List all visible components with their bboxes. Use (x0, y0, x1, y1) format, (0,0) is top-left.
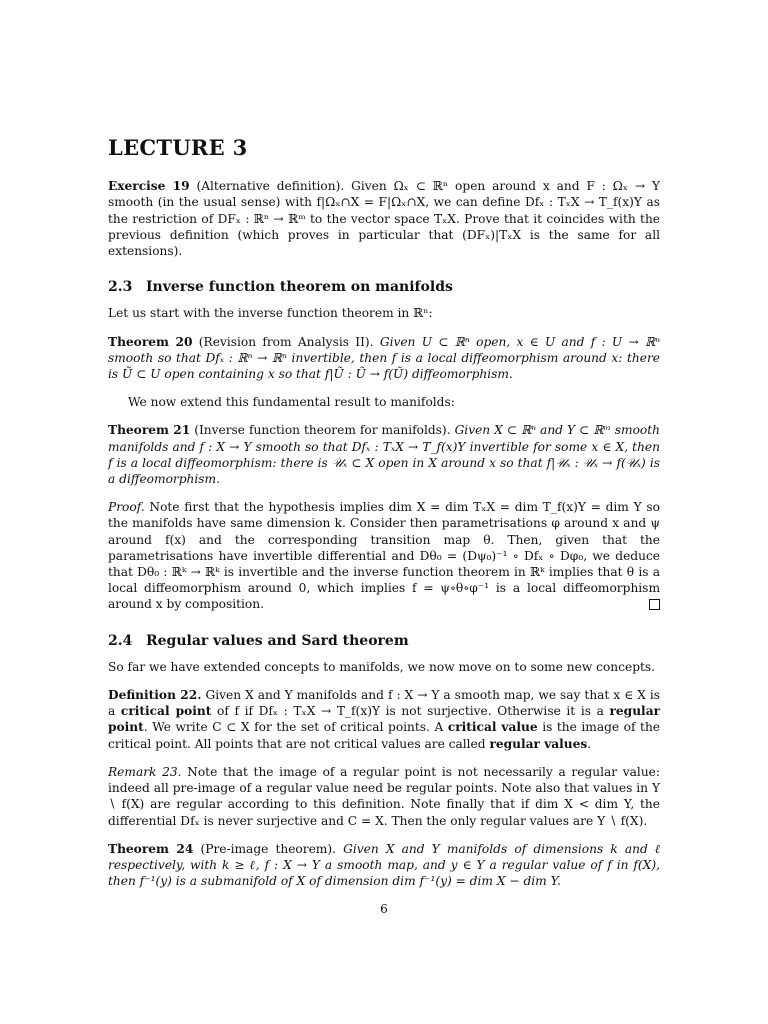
exercise-paren: (Alternative definition). (196, 179, 345, 194)
section-number: 2.4 (108, 632, 133, 649)
remark-body: Note that the image of a regular point is not necessarily a regular value: indeed all pre-image of a regular value need be regular points. Note also that values in Y ∖ f(X) are regular according to this definition. Note finally that if dim X < dim Y, the differential Dfₓ is never surjective and C = X. Then the only regular values are Y ∖ f(X). (108, 764, 660, 828)
term-critical-point: critical point (120, 704, 212, 719)
theorem-body: Given X ⊂ ℝⁿ and Y ⊂ ℝᵐ smooth manifolds and f : X → Y smooth so that Dfₓ : TₓX → T_f(x)Y invertible for some x ∈ X, then f is a local diffeomorphism: there is 𝒰ₓ ⊂ X open in X around x so that f|𝒰ₓ : 𝒰ₓ → f(𝒰ₓ) is a diffeomorphism. (108, 423, 661, 487)
exercise-19 (108, 178, 660, 259)
intro-2-3 (108, 305, 660, 321)
proof-label: Proof. (108, 500, 145, 515)
theorem-21 (108, 422, 660, 487)
section-title: Regular values and Sard theorem (146, 632, 409, 649)
theorem-body: Given U ⊂ ℝⁿ open, x ∈ U and f : U → ℝⁿ smooth so that Dfₓ : ℝⁿ → ℝⁿ invertible, then f is a local diffeomorphism around x: there is Ũ ⊂ U open containing x so that f|Ũ : Ũ → f(Ũ) diffeomorphism. (108, 334, 661, 382)
term-regular-values: regular values (489, 736, 588, 751)
page-content (108, 135, 661, 901)
transition-paragraph (108, 394, 660, 410)
exercise-label: Exercise 19 (108, 179, 190, 194)
definition-22 (108, 687, 660, 752)
transition-text: We now extend this fundamental result to manifolds: (128, 395, 455, 410)
page-number: 6 (380, 902, 388, 916)
definition-label: Definition 22. (108, 688, 202, 703)
lecture-title: LECTURE 3 (108, 135, 248, 160)
section-number: 2.3 (108, 279, 133, 296)
proof-body: Note first that the hypothesis implies dim X = dim TₓX = dim T_f(x)Y = dim Y so the manifolds have same dimension k. Consider then parametrisations φ around x and ψ around f(x) and the corresponding transition map θ. Then, given that the parametrisations have invertible differential and Dθ₀ = (Dψ₀)⁻¹ ∘ Dfₓ ∘ Dφ₀, we deduce that Dθ₀ : ℝᵏ → ℝᵏ is invertible and the inverse function theorem in ℝᵏ implies that θ is a local diffeomorphism around 0, which implies f = ψ∘θ∘φ⁻¹ is a local diffeomorphism around x by composition. (108, 500, 660, 612)
definition-part-4: is the image of the critical point. All points that are not critical values are called (108, 720, 661, 751)
remark-23 (108, 764, 660, 829)
intro-text: So far we have extended concepts to manifolds, we now move on to some new concepts. (108, 659, 656, 674)
section-heading-2-3 (108, 279, 660, 295)
proof (108, 499, 660, 612)
remark-label: Remark 23. (108, 764, 182, 779)
intro-2-4 (108, 659, 660, 675)
theorem-paren: (Inverse function theorem for manifolds). (194, 423, 451, 438)
definition-part-1: Given X and Y manifolds and f : X → Y a smooth map, we say that x ∈ X is a (108, 688, 661, 719)
theorem-label: Theorem 21 (108, 423, 191, 438)
theorem-20 (108, 334, 660, 383)
term-critical-value: critical value (447, 720, 538, 735)
theorem-label: Theorem 24 (108, 841, 194, 856)
theorem-paren: (Revision from Analysis II). (198, 334, 374, 349)
intro-text: Let us start with the inverse function theorem in ℝⁿ: (108, 306, 433, 321)
theorem-24 (108, 841, 660, 890)
exercise-body: Given Ωₓ ⊂ ℝⁿ open around x and F : Ωₓ → Y smooth (in the usual sense) with f|Ωₓ∩X = F|Ωₓ∩X, we can define Dfₓ : TₓX → T_f(x)Y as the restriction of DFₓ : ℝⁿ → ℝᵐ to the vector space TₓX. Prove that it coincides with the previous definition (which proves in particular that (DFₓ)|TₓX is the same for all extensions). (108, 179, 661, 259)
definition-part-2: of f if Dfₓ : TₓX → T_f(x)Y is not surjective. Otherwise it is a (216, 704, 604, 719)
theorem-body: Given X and Y manifolds of dimensions k and ℓ respectively, with k ≥ ℓ, f : X → Y a smooth map, and y ∈ Y a regular value of f in f(X), then f⁻¹(y) is a submanifold of X of dimension dim f⁻¹(y) = dim X − dim Y. (108, 841, 661, 889)
term-regular-point: regular point (108, 704, 661, 735)
theorem-label: Theorem 20 (108, 334, 193, 349)
definition-part-3: . We write C ⊂ X for the set of critical points. A (143, 720, 444, 735)
section-heading-2-4 (108, 633, 660, 649)
definition-part-5: . (587, 736, 592, 751)
section-title: Inverse function theorem on manifolds (146, 279, 453, 296)
theorem-paren: (Pre-image theorem). (200, 841, 336, 856)
qed-symbol-icon (649, 599, 660, 610)
